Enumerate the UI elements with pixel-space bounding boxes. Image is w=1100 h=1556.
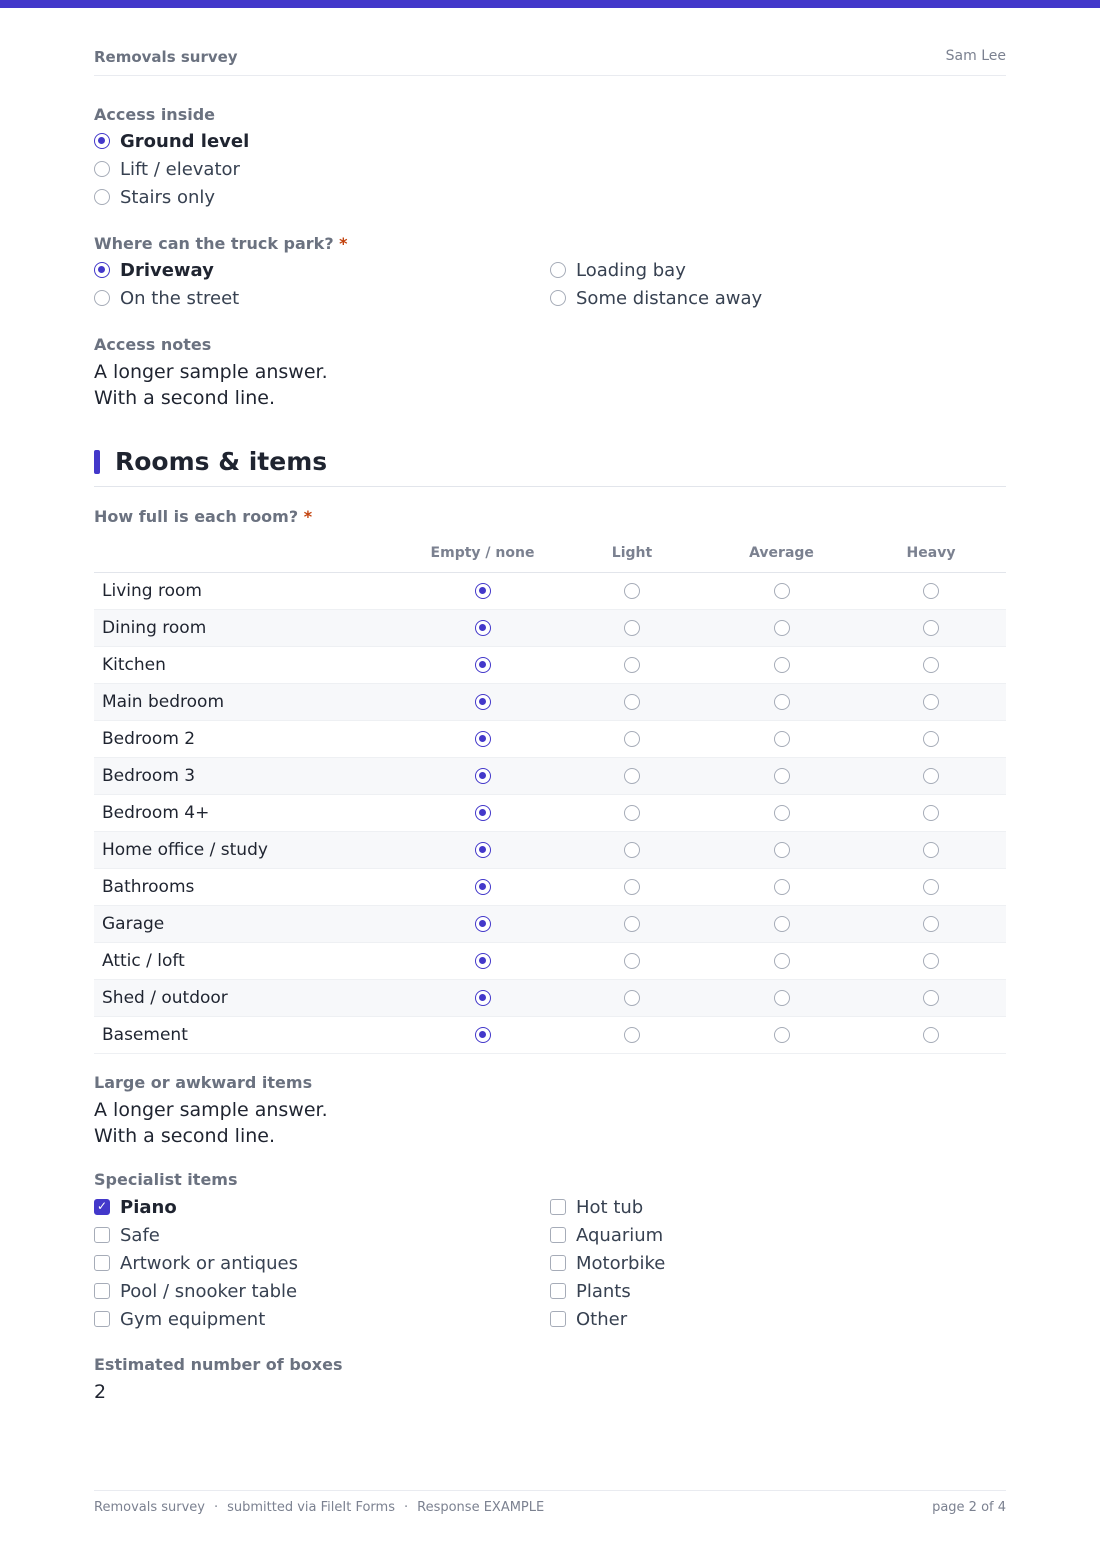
field-label-text: How full is each room? [94,507,299,526]
field-label [94,507,1006,527]
grid-cell [856,646,1006,683]
checkbox-option-gym[interactable] [94,1305,550,1333]
checkbox-option-piano[interactable] [94,1193,550,1221]
grid-cell [856,757,1006,794]
room-label: Bedroom 4+ [94,794,408,831]
room-label: Main bedroom [94,683,408,720]
grid-cell [557,905,707,942]
room-grid-field [94,507,1006,527]
field-label: Access notes [94,335,212,354]
grid-cell [707,757,856,794]
field-label: Specialist items [94,1170,238,1189]
checkbox-checked-icon: ✓ [94,1199,110,1215]
room-label: Kitchen [94,646,408,683]
footer-submitted: submitted via FileIt Forms [227,1500,395,1515]
grid-radio[interactable] [923,805,939,821]
grid-row [94,609,1006,646]
grid-radio[interactable] [923,620,939,636]
grid-radio[interactable] [624,1027,640,1043]
checkbox-icon [94,1311,110,1327]
option-label: Artwork or antiques [120,1252,298,1274]
grid-cell [408,942,557,979]
grid-radio[interactable] [923,916,939,932]
answer-line: A longer sample answer. [94,361,328,383]
grid-cell [856,979,1006,1016]
section-heading [94,447,1006,487]
grid-cell [707,1016,856,1053]
grid-radio[interactable] [774,620,790,636]
grid-radio[interactable] [923,842,939,858]
option-label: Other [576,1308,628,1330]
room-label: Home office / study [94,831,408,868]
grid-cell [557,868,707,905]
grid-radio[interactable] [774,1027,790,1043]
footer-meta [94,1500,544,1515]
column-header: Light [557,535,707,572]
grid-radio[interactable] [624,842,640,858]
radio-icon [550,262,566,278]
checkbox-option-safe[interactable] [94,1221,550,1249]
grid-radio[interactable] [624,916,640,932]
checkbox-icon [94,1227,110,1243]
grid-cell [408,1016,557,1053]
answer-line: A longer sample answer. [94,1099,328,1121]
access-notes-field [94,335,1006,411]
grid-radio-selected[interactable] [475,953,491,969]
grid-cell [557,572,707,609]
field-label: Estimated number of boxes [94,1355,343,1374]
grid-radio-selected[interactable] [475,768,491,784]
grid-cell [707,683,856,720]
grid-cell [856,794,1006,831]
footer-separator: · [403,1500,409,1515]
grid-radio[interactable] [624,953,640,969]
grid-radio-selected[interactable] [475,694,491,710]
room-label: Shed / outdoor [94,979,408,1016]
grid-radio[interactable] [624,768,640,784]
checkbox-option-plants[interactable] [550,1277,1006,1305]
option-label: Safe [120,1224,160,1246]
page-number: page 2 of 4 [932,1500,1006,1515]
grid-cell [408,831,557,868]
grid-row [94,757,1006,794]
grid-radio[interactable] [774,916,790,932]
boxes-value: 2 [94,1381,107,1403]
section-accent-bar [94,450,100,474]
checkbox-option-aquarium[interactable] [550,1221,1006,1249]
room-label: Bedroom 2 [94,720,408,757]
grid-cell [557,1016,707,1053]
grid-cell [856,1016,1006,1053]
room-label: Living room [94,572,408,609]
grid-radio[interactable] [624,990,640,1006]
radio-option-loading-bay[interactable] [550,256,1006,284]
grid-radio[interactable] [923,990,939,1006]
grid-cell [557,683,707,720]
radio-option-stairs[interactable] [94,183,1006,211]
grid-cell [557,720,707,757]
grid-radio[interactable] [774,583,790,599]
option-label: Gym equipment [120,1308,266,1330]
page-header [94,48,1006,76]
grid-row [94,979,1006,1016]
grid-cell [408,646,557,683]
answer-line: With a second line. [94,387,275,409]
grid-row [94,794,1006,831]
grid-cell [707,831,856,868]
grid-row [94,720,1006,757]
required-marker: * [339,234,348,253]
room-label: Bathrooms [94,868,408,905]
grid-radio-selected[interactable] [475,842,491,858]
grid-cell [408,609,557,646]
grid-radio[interactable] [624,583,640,599]
option-label: Ground level [120,130,250,152]
grid-radio[interactable] [774,990,790,1006]
field-label: Large or awkward items [94,1073,313,1092]
top-accent-bar [0,0,1100,8]
grid-radio-selected[interactable] [475,805,491,821]
grid-cell [707,942,856,979]
access-inside-field [94,105,1006,211]
grid-radio[interactable] [923,879,939,895]
grid-radio[interactable] [624,879,640,895]
required-marker: * [303,507,313,526]
grid-cell [408,720,557,757]
answer-line: With a second line. [94,1125,275,1147]
footer-separator: · [213,1500,219,1515]
grid-cell [707,905,856,942]
checkbox-icon [550,1199,566,1215]
grid-cell [408,757,557,794]
checkbox-option-pool-table[interactable] [94,1277,550,1305]
respondent-name: Sam Lee [945,48,1006,64]
field-label-text: Where can the truck park? [94,234,334,253]
option-label: Driveway [120,259,214,281]
grid-cell [856,905,1006,942]
grid-cell [557,757,707,794]
grid-cell [856,942,1006,979]
radio-option-street[interactable] [94,284,550,312]
grid-corner [94,535,408,572]
grid-cell [856,683,1006,720]
checkbox-option-artwork[interactable] [94,1249,550,1277]
grid-radio[interactable] [923,583,939,599]
grid-radio[interactable] [923,694,939,710]
checkbox-icon [94,1283,110,1299]
grid-cell [557,794,707,831]
grid-radio-selected[interactable] [475,620,491,636]
radio-icon [550,290,566,306]
grid-cell [557,646,707,683]
checkbox-icon [550,1311,566,1327]
grid-radio[interactable] [923,1027,939,1043]
grid-radio-selected[interactable] [475,1027,491,1043]
grid-header-row [94,535,1006,572]
room-label: Dining room [94,609,408,646]
grid-row [94,868,1006,905]
grid-radio[interactable] [624,657,640,673]
option-label: Hot tub [576,1196,644,1218]
grid-row [94,831,1006,868]
form-title: Removals survey [94,48,238,66]
large-items-field [94,1073,1006,1149]
grid-radio[interactable] [923,731,939,747]
specialist-items-field [94,1170,1006,1333]
grid-cell [408,794,557,831]
room-label: Basement [94,1016,408,1053]
grid-cell [408,905,557,942]
grid-cell [557,831,707,868]
radio-icon [94,290,110,306]
grid-cell [856,609,1006,646]
grid-radio[interactable] [774,768,790,784]
checkbox-icon [550,1255,566,1271]
grid-row [94,942,1006,979]
grid-cell [557,979,707,1016]
checkbox-icon [550,1283,566,1299]
radio-option-driveway[interactable] [94,256,550,284]
option-label: Piano [120,1196,177,1218]
radio-icon [94,161,110,177]
page-footer [94,1490,1006,1515]
option-label: Some distance away [576,287,763,309]
checkbox-option-other[interactable] [550,1305,1006,1333]
grid-radio[interactable] [774,879,790,895]
grid-radio[interactable] [624,694,640,710]
option-label: On the street [120,287,240,309]
grid-cell [707,646,856,683]
checkbox-icon [550,1227,566,1243]
grid-cell [408,979,557,1016]
checkbox-icon [94,1255,110,1271]
grid-cell [408,868,557,905]
grid-radio-selected[interactable] [475,916,491,932]
grid-cell [856,868,1006,905]
truck-park-field [94,234,1006,312]
grid-row [94,572,1006,609]
option-label: Lift / elevator [120,158,240,180]
option-label: Motorbike [576,1252,666,1274]
grid-cell [557,942,707,979]
grid-radio[interactable] [923,657,939,673]
grid-radio-selected[interactable] [475,657,491,673]
grid-cell [707,572,856,609]
option-label: Aquarium [576,1224,664,1246]
grid-cell [707,720,856,757]
grid-radio[interactable] [624,805,640,821]
checkbox-option-hot-tub[interactable] [550,1193,1006,1221]
grid-cell [856,572,1006,609]
grid-cell [408,572,557,609]
option-label: Pool / snooker table [120,1280,298,1302]
grid-cell [707,868,856,905]
grid-radio-selected[interactable] [475,731,491,747]
option-label: Stairs only [120,186,216,208]
option-label: Plants [576,1280,631,1302]
grid-row [94,905,1006,942]
grid-radio[interactable] [774,953,790,969]
radio-icon [94,189,110,205]
grid-radio[interactable] [624,731,640,747]
grid-cell [707,609,856,646]
grid-radio[interactable] [923,953,939,969]
grid-radio[interactable] [774,657,790,673]
grid-radio[interactable] [774,731,790,747]
grid-radio-selected[interactable] [475,583,491,599]
grid-cell [707,794,856,831]
room-fullness-grid [94,535,1006,1054]
grid-cell [856,831,1006,868]
room-label: Garage [94,905,408,942]
option-label: Loading bay [576,259,686,281]
radio-option-ground-level[interactable] [94,127,1006,155]
radio-option-lift[interactable] [94,155,1006,183]
grid-radio-selected[interactable] [475,990,491,1006]
radio-option-distance[interactable] [550,284,1006,312]
grid-radio[interactable] [624,620,640,636]
section-title: Rooms & items [115,447,328,476]
footer-response: Response EXAMPLE [417,1500,545,1515]
grid-cell [707,979,856,1016]
grid-row [94,646,1006,683]
grid-row [94,1016,1006,1053]
field-label: Access inside [94,105,216,124]
grid-radio-selected[interactable] [475,879,491,895]
answer-text [94,359,1006,411]
grid-radio[interactable] [774,694,790,710]
grid-radio[interactable] [774,842,790,858]
grid-radio[interactable] [774,805,790,821]
answer-text [94,1097,1006,1149]
grid-radio[interactable] [923,768,939,784]
grid-cell [408,683,557,720]
field-label [94,234,1006,254]
grid-cell [856,720,1006,757]
boxes-field [94,1355,1006,1405]
room-label: Bedroom 3 [94,757,408,794]
column-header: Heavy [856,535,1006,572]
footer-survey-name: Removals survey [94,1500,205,1515]
radio-selected-icon [94,262,110,278]
room-label: Attic / loft [94,942,408,979]
grid-row [94,683,1006,720]
column-header: Average [707,535,856,572]
radio-selected-icon [94,133,110,149]
checkbox-option-motorbike[interactable] [550,1249,1006,1277]
column-header: Empty / none [408,535,557,572]
grid-cell [557,609,707,646]
